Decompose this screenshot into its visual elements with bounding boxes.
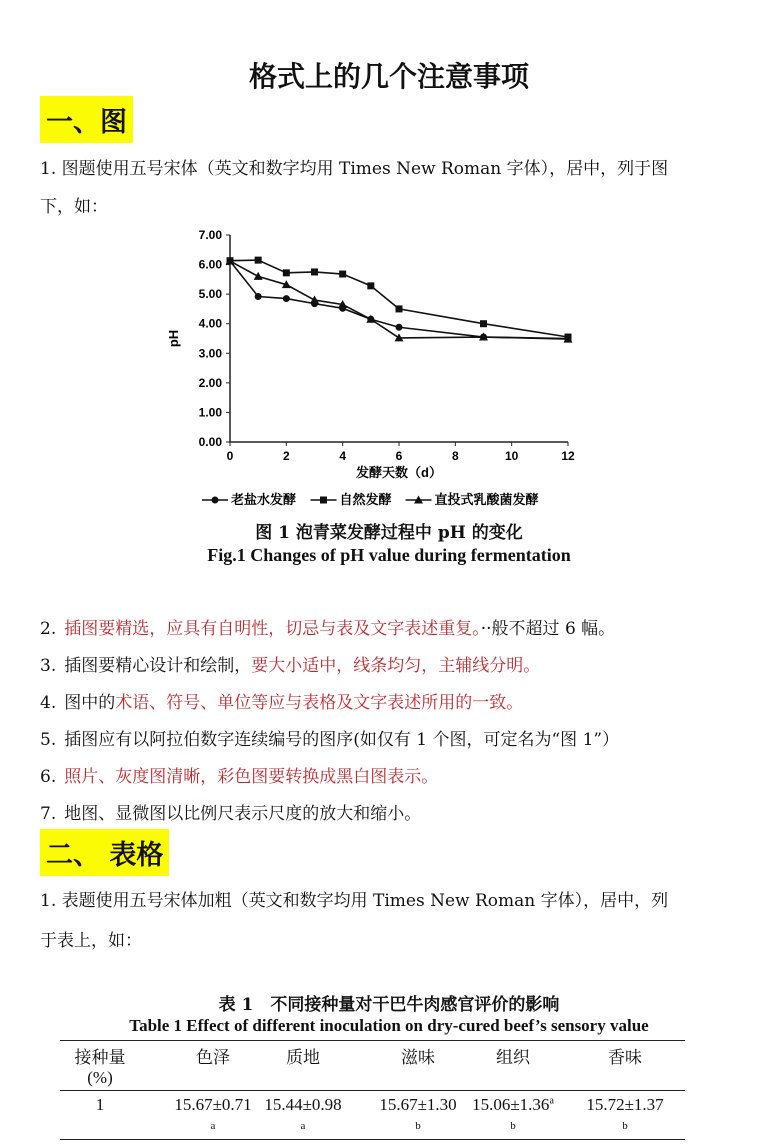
data-point-square bbox=[367, 282, 374, 289]
table-header-unit: (%) bbox=[87, 1068, 113, 1087]
highlighted-rule-text: 术语、符号、单位等应与表格及文字表述所用的一致。 bbox=[115, 693, 524, 713]
significance-letter: b bbox=[415, 1120, 421, 1132]
significance-letter: b bbox=[510, 1120, 516, 1132]
highlighted-rule-text: 插图要精选，应具有自明性，切忌与表及文字表述重复。 bbox=[64, 619, 481, 639]
y-tick-label: 0.00 bbox=[198, 435, 222, 449]
figure-rule-item bbox=[40, 799, 421, 824]
highlighted-rule-text: 要大小适中，线条均匀，主辅线分明。 bbox=[251, 656, 541, 676]
rule-number: 6. bbox=[40, 767, 57, 787]
legend-marker-circle bbox=[212, 497, 219, 504]
table-cell-value: 15.06±1.36 bbox=[472, 1095, 550, 1114]
y-tick-label: 3.00 bbox=[198, 346, 222, 361]
table-cell bbox=[472, 1095, 554, 1115]
table-cell-value: 1 bbox=[95, 1095, 105, 1114]
figure-rule-item bbox=[40, 651, 540, 676]
table-cell bbox=[174, 1095, 251, 1115]
y-tick-label: 1.00 bbox=[198, 405, 222, 420]
rule-text: 插图应有以阿拉伯数字连续编号的图序(如仅有 1 个图，可定名为“图 1”） bbox=[64, 730, 620, 750]
table-header-cell: 接种量 bbox=[74, 1048, 126, 1068]
rule-number: 4. bbox=[40, 693, 57, 713]
x-tick-label: 8 bbox=[451, 449, 459, 463]
table-cell bbox=[379, 1095, 456, 1115]
table-caption-cn: 表 1 不同接种量对干巴牛肉感官评价的影响 bbox=[218, 995, 560, 1015]
y-tick-label: 4.00 bbox=[198, 316, 222, 331]
figure-caption-cn: 图 1 泡青菜发酵过程中 pH 的变化 bbox=[255, 523, 523, 543]
data-point-square bbox=[255, 257, 262, 264]
x-tick-label: 0 bbox=[226, 449, 234, 463]
y-tick-label: 6.00 bbox=[198, 257, 222, 272]
rule-text: 插图要精心设计和绘制， bbox=[64, 656, 252, 676]
significance-letter: b bbox=[622, 1120, 628, 1132]
table-header-cell: 色泽 bbox=[196, 1048, 230, 1068]
significance-letter: a bbox=[300, 1120, 306, 1132]
table-top-rule bbox=[60, 1040, 685, 1041]
figure-rule-item bbox=[40, 762, 438, 787]
legend-marker-square bbox=[320, 497, 327, 504]
table-cell-value: 15.67±1.30 bbox=[379, 1095, 457, 1114]
table-header-rule bbox=[60, 1090, 685, 1091]
rule-text: 图中的 bbox=[64, 693, 116, 713]
rule-text: ··般不超过 6 幅。 bbox=[480, 619, 616, 639]
x-axis-label: 发酵天数（d） bbox=[356, 465, 442, 480]
figure-rule-item bbox=[40, 725, 619, 750]
figure-rule-item bbox=[40, 614, 615, 639]
table-cell-value: 15.67±0.71 bbox=[174, 1095, 252, 1114]
significance-superscript: a bbox=[549, 1095, 554, 1107]
x-tick-label: 4 bbox=[339, 449, 347, 463]
significance-letter: a bbox=[210, 1120, 216, 1132]
rule-number: 5. bbox=[40, 730, 57, 750]
x-tick-label: 6 bbox=[395, 449, 403, 463]
table-rule-1-line2: 于表上，如： bbox=[40, 931, 142, 951]
x-tick-label: 2 bbox=[282, 449, 290, 463]
table-header-cell: 质地 bbox=[286, 1048, 320, 1068]
x-tick-label: 12 bbox=[561, 449, 575, 463]
table-cell-value: 15.72±1.37 bbox=[586, 1095, 664, 1114]
table-bottom-rule bbox=[60, 1139, 685, 1140]
data-point-circle bbox=[255, 293, 262, 300]
figure-caption-en: Fig.1 Changes of pH value during fermentation bbox=[207, 545, 571, 565]
table-header-cell: 滋味 bbox=[401, 1048, 435, 1068]
section-heading-table: 二、 表格 bbox=[40, 829, 169, 876]
rule-number: 2. bbox=[40, 619, 57, 639]
data-point-triangle bbox=[310, 296, 319, 304]
data-point-square bbox=[480, 320, 487, 327]
rule-number: 3. bbox=[40, 656, 57, 676]
data-point-square bbox=[311, 268, 318, 275]
table-cell bbox=[264, 1095, 341, 1115]
legend-label: 老盐水发酵 bbox=[231, 492, 297, 507]
figure-rule-1-line1: 1. 图题使用五号宋体（英文和数字均用 Times New Roman 字体），居中，列于图 bbox=[40, 159, 669, 179]
highlighted-rule-text: 照片、灰度图清晰，彩色图要转换成黑白图表示。 bbox=[64, 767, 439, 787]
data-point-circle bbox=[283, 295, 290, 302]
y-tick-label: 2.00 bbox=[198, 375, 222, 390]
x-tick-label: 10 bbox=[504, 449, 519, 463]
table-caption-en: Table 1 Effect of different inoculation on dry-cured beef’s sensory value bbox=[129, 1016, 649, 1035]
y-tick-label: 5.00 bbox=[198, 287, 222, 302]
table-rule-1-line1: 1. 表题使用五号宋体加粗（英文和数字均用 Times New Roman 字体），居中，列 bbox=[40, 891, 669, 911]
legend-label: 自然发酵 bbox=[339, 492, 392, 507]
table-cell-value: 15.44±0.98 bbox=[264, 1095, 342, 1114]
data-point-circle bbox=[396, 324, 403, 331]
section-heading-figure: 一、图 bbox=[40, 96, 133, 143]
data-point-square bbox=[339, 271, 346, 278]
rule-number: 7. bbox=[40, 804, 57, 824]
table-header-cell: 香味 bbox=[608, 1048, 642, 1068]
rule-text: 地图、显微图以比例尺表示尺度的放大和缩小。 bbox=[64, 804, 422, 824]
table-header-cell: 组织 bbox=[496, 1048, 530, 1068]
y-tick-label: 7.00 bbox=[198, 228, 222, 242]
data-point-triangle bbox=[254, 272, 263, 280]
table-cell bbox=[96, 1095, 105, 1115]
figure-rule-1-line2: 下，如： bbox=[40, 197, 108, 217]
y-axis-label: pH bbox=[166, 329, 181, 348]
legend-label: 直投式乳酸菌发酵 bbox=[434, 492, 539, 507]
figure-rule-item bbox=[40, 688, 523, 713]
data-point-square bbox=[283, 269, 290, 276]
page-title: 格式上的几个注意事项 bbox=[248, 60, 529, 93]
table-cell bbox=[586, 1095, 663, 1115]
data-point-square bbox=[396, 305, 403, 312]
ph-line-chart bbox=[160, 220, 600, 520]
